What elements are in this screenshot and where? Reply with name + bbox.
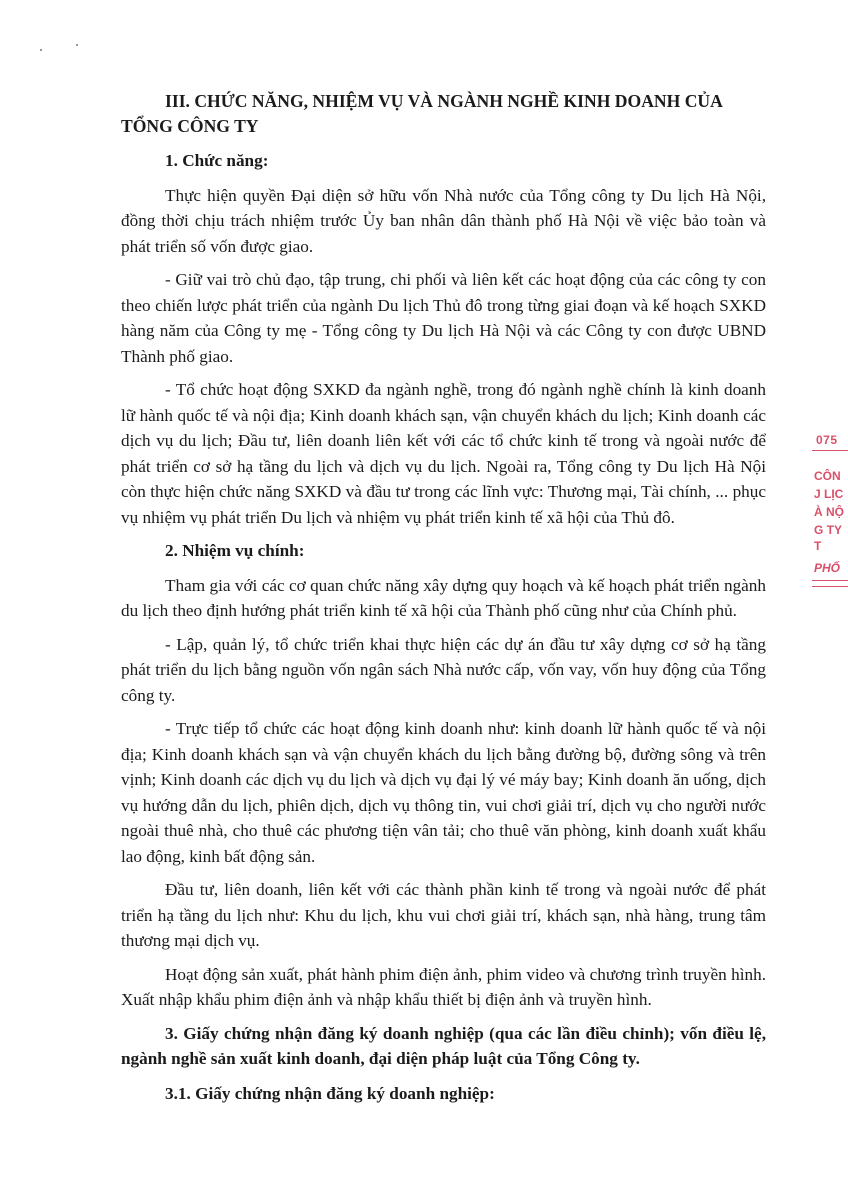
stamp-number: 075 <box>816 433 838 447</box>
stamp-rule <box>812 450 848 451</box>
scan-speck <box>76 44 78 46</box>
section-2-paragraph: Tham gia với các cơ quan chức năng xây dựng quy hoạch và kế hoạch phát triển ngành du lịch theo định hướng phát triển kinh tế xã hội của Thành phố cũng như của Chính phủ. <box>121 575 766 620</box>
stamp-text-line: G TY T <box>814 523 842 553</box>
section-heading: III. CHỨC NĂNG, NHIỆM VỤ VÀ NGÀNH NGHỀ KINH DOANH CỦA TỔNG CÔNG TY <box>121 91 722 136</box>
scan-speck <box>40 49 42 51</box>
section-1-paragraph: - Giữ vai trò chủ đạo, tập trung, chi phối và liên kết các hoạt động của các công ty con theo chiến lược phát triển của ngành Du lịch Thủ đô trong từng giai đoạn và kế hoạch SXKD hàng năm của Công ty mẹ - Tổng công ty Du lịch Hà Nội và các Công ty con được UBND Thành phố giao. <box>121 270 766 366</box>
section-2-paragraph: - Lập, quản lý, tổ chức triển khai thực hiện các dự án đầu tư xây dựng cơ sở hạ tầng phát triển du lịch bằng nguồn vốn ngân sách Nhà nước cấp, vốn vay, vốn huy động của Tổng công ty. <box>121 634 766 705</box>
stamp-text-line: J LỊC <box>814 487 844 501</box>
section-2-paragraph: Đầu tư, liên doanh, liên kết với các thành phần kinh tế trong và ngoài nước để phát triển hạ tầng du lịch như: Khu du lịch, khu vui chơi giải trí, khách sạn, nhà hàng, trung tâm thương mại dịch vụ. <box>121 880 766 950</box>
stamp-rule <box>812 586 848 587</box>
stamp-text-line: CÔN <box>814 469 841 483</box>
section-2-paragraph: - Trực tiếp tổ chức các hoạt động kinh doanh như: kinh doanh lữ hành quốc tế và nội địa; Kinh doanh khách sạn và vận chuyển khách du lịch bằng đường bộ, đường sông và trên vịnh; Kinh doanh các dịch vụ du lịch và dịch vụ đại lý vé máy bay; Kinh doanh ăn uống, dịch vụ hướng dẫn du lịch, phiên dịch, dịch vụ thông tin, vui chơi giải trí, dịch vụ cho người nước ngoài thuê nhà, cho thuê các phương tiện vân tải; cho thuê văn phòng, kinh doanh xuất khẩu lao động, kinh bất động sản. <box>121 719 766 866</box>
section-3-1-title: 3.1. Giấy chứng nhận đăng ký doanh nghiệp: <box>165 1083 495 1103</box>
section-2-paragraph: Hoạt động sản xuất, phát hành phim điện ảnh, phim video và chương trình truyền hình. Xuất nhập khẩu phim điện ảnh và nhập khẩu thiết bị điện ảnh và truyền hình. <box>121 964 766 1009</box>
document-body <box>121 89 766 1115</box>
seal-stamp <box>812 428 848 603</box>
stamp-text-line: À NỘ <box>814 505 844 519</box>
section-2-title: 2. Nhiệm vụ chính: <box>165 541 305 560</box>
section-1-title: 1. Chức năng: <box>165 151 269 170</box>
stamp-footer: PHỐ <box>814 561 841 575</box>
section-3-title: 3. Giấy chứng nhận đăng ký doanh nghiệp (qua các lần điều chỉnh); vốn điều lệ, ngành nghề sản xuất kinh doanh, đại diện pháp luật của Tổng Công ty. <box>121 1023 766 1068</box>
section-1-paragraph: Thực hiện quyền Đại diện sở hữu vốn Nhà nước của Tổng công ty Du lịch Hà Nội, đồng thời chịu trách nhiệm trước Ủy ban nhân dân thành phố Hà Nội về việc bảo toàn và phát triển số vốn được giao. <box>121 185 766 256</box>
stamp-rule <box>812 580 848 581</box>
section-1-paragraph: - Tổ chức hoạt động SXKD đa ngành nghề, trong đó ngành nghề chính là kinh doanh lữ hành quốc tế và nội địa; Kinh doanh khách sạn, vận chuyển khách du lịch; Kinh doanh các dịch vụ du lịch; Đầu tư, liên doanh liên kết với các tổ chức kinh tế trong và ngoài nước để phát triển cơ sở hạ tầng du lịch và dịch vụ du lịch. Ngoài ra, Tổng công ty Du lịch Hà Nội còn thực hiện chức năng SXKD và đầu tư trong các lĩnh vực: Thương mại, Tài chính, ... phục vụ nhiệm vụ phát triển Du lịch và nhiệm vụ phát triển kinh tế xã hội của Thủ đô. <box>121 380 766 527</box>
